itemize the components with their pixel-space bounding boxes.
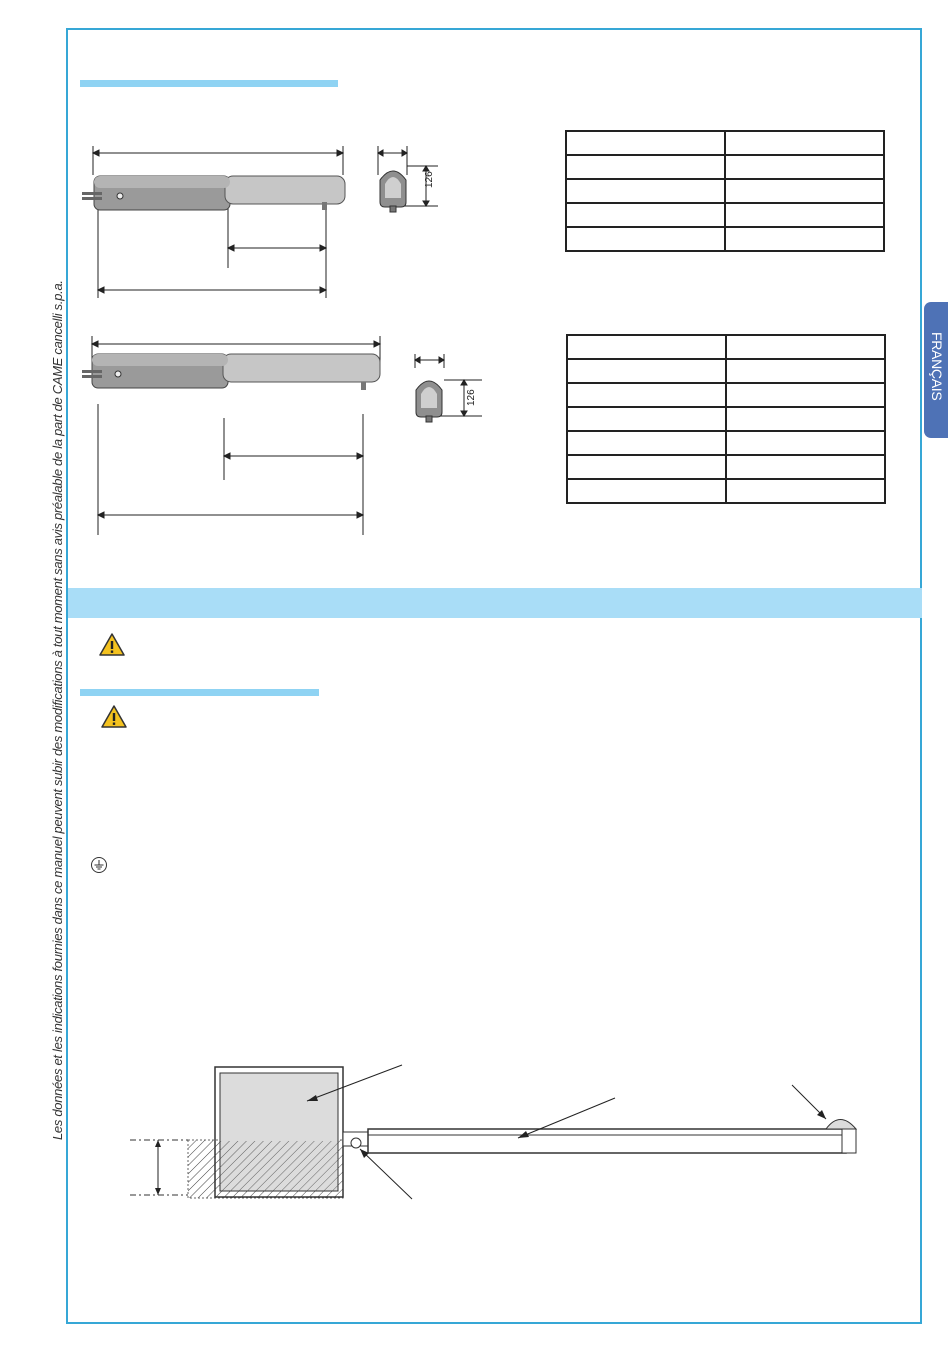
installation-diagram (120, 1055, 880, 1215)
table-cell (725, 227, 884, 251)
table-row (567, 479, 885, 503)
table-cell (566, 179, 725, 203)
table-cell (567, 431, 726, 455)
table-cell (725, 155, 884, 179)
table-cell (726, 479, 885, 503)
warning-icon (98, 632, 126, 658)
language-tab-label: FRANÇAIS (929, 332, 945, 401)
section-band (68, 588, 922, 618)
table-cell (567, 455, 726, 479)
table-row (566, 179, 884, 203)
table-row (567, 383, 885, 407)
dimension-label-2: 126 (466, 389, 477, 406)
spec-table-1 (565, 130, 885, 252)
ground-icon (90, 856, 108, 874)
operator-drawing-1 (80, 140, 480, 305)
table-row (566, 131, 884, 155)
table-cell (567, 359, 726, 383)
table-row (566, 155, 884, 179)
table-cell (566, 227, 725, 251)
table-row (567, 407, 885, 431)
table-row (567, 335, 885, 359)
table-row (567, 431, 885, 455)
table-cell (566, 131, 725, 155)
table-cell (567, 407, 726, 431)
table-cell (726, 407, 885, 431)
table-cell (567, 479, 726, 503)
warning-icon (100, 704, 128, 730)
table-cell (726, 359, 885, 383)
table-row (566, 203, 884, 227)
section-title-bar-1 (80, 80, 338, 87)
side-disclaimer: Les données et les indications fournies dans ce manuel peuvent subir des modifications à tout moment sans avis préalable de la part de CAME cancelli s.p.a. (50, 280, 65, 1140)
dimension-label-1: 126 (424, 171, 435, 188)
operator-drawing-2 (80, 330, 500, 540)
table-cell (566, 203, 725, 227)
table-cell (726, 383, 885, 407)
table-row (566, 227, 884, 251)
table-cell (725, 203, 884, 227)
spec-table-2 (566, 334, 886, 504)
table-row (567, 359, 885, 383)
table-cell (726, 455, 885, 479)
table-cell (567, 335, 726, 359)
table-cell (725, 131, 884, 155)
table-cell (726, 431, 885, 455)
section-title-bar-2 (80, 689, 319, 696)
table-cell (725, 179, 884, 203)
language-tab[interactable] (924, 302, 948, 438)
table-cell (567, 383, 726, 407)
table-cell (566, 155, 725, 179)
table-cell (726, 335, 885, 359)
table-row (567, 455, 885, 479)
